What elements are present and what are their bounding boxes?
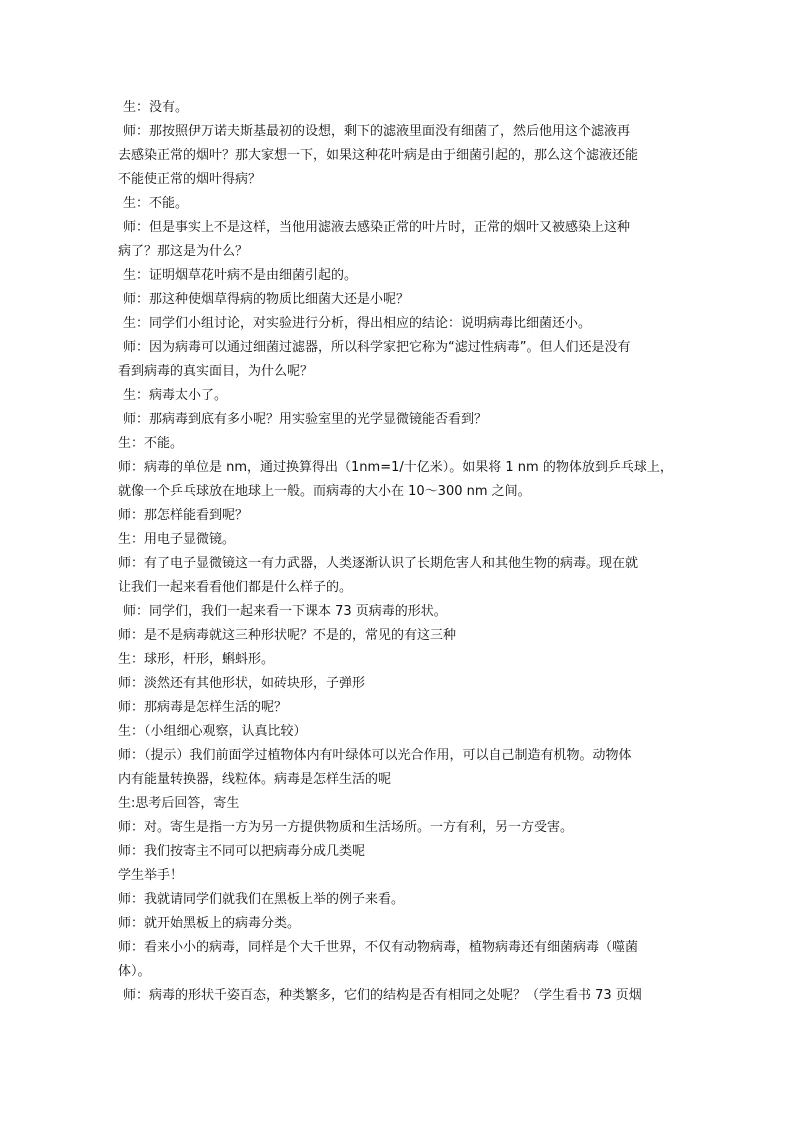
text-line: 师：对。寄生是指一方为另一方提供物质和生活场所。一方有利，另一方受害。 [118,820,574,835]
text-line: 去感染正常的烟叶？那大家想一下，如果这种花叶病是由于细菌引起的，那么这个滤液还能 [118,148,639,163]
text-line: 师：我就请同学们就我们在黑板上举的例子来看。 [118,892,405,907]
text-line: 生：球形，杆形，蝌蚪形。 [118,652,275,667]
text-line: 生:思考后回答，寄生 [118,796,240,811]
text-line: 生：（小组细心观察，认真比较） [118,724,307,739]
text-line: 生：证明烟草花叶病不是由细菌引起的。 [123,268,358,283]
text-line: 生：没有。 [123,100,189,115]
text-line: 病了？那这是为什么？ [118,244,249,259]
text-line: 体）。 [118,964,151,979]
text-line: 师：病毒的形状千姿百态，种类繁多，它们的结构是否有相同之处呢？（学生看书 73 页烟 [123,988,642,1003]
text-line: 师：淡然还有其他形状，如砖块形，子弹形 [118,676,366,691]
text-line: 师：那病毒是怎样生活的呢？ [118,700,288,715]
text-line: 师：但是事实上不是这样，当他用滤液去感染正常的叶片时，正常的烟叶又被感染上这种 [123,220,631,235]
text-line: 看到病毒的真实面目，为什么呢？ [118,364,314,379]
text-line: 师：那病毒到底有多小呢？用实验室里的光学显微镜能否看到？ [123,412,488,427]
text-line: 师：就开始黑板上的病毒分类。 [118,916,301,931]
text-line: 让我们一起来看看他们都是什么样子的。 [118,580,353,595]
text-line: 师：病毒的单位是 nm，通过换算得出（1nm=1/十亿米）。如果将 1 nm 的物体放到乒乓球上， [118,460,673,475]
text-line: 内有能量转换器，线粒体。病毒是怎样生活的呢 [118,772,392,787]
text-line: 生：同学们小组讨论，对实验进行分析，得出相应的结论：说明病毒比细菌还小。 [123,316,592,331]
text-line: 师：有了电子显微镜这一有力武器，人类逐渐认识了长期危害人和其他生物的病毒。现在就 [118,556,639,571]
text-line: 师：那这种使烟草得病的物质比细菌大还是小呢？ [123,292,410,307]
text-line: 不能使正常的烟叶得病？ [118,172,262,187]
text-line: 师：看来小小的病毒，同样是个大千世界，不仅有动物病毒，植物病毒还有细菌病毒（噬菌 [118,940,639,955]
text-line: 师：因为病毒可以通过细菌过滤器，所以科学家把它称为“滤过性病毒”。但人们还是没有 [123,340,631,355]
text-line: 师：我们按寄主不同可以把病毒分成几类呢 [118,844,366,859]
text-line: 师：是不是病毒就这三种形状呢？不是的，常见的有这三种 [118,628,457,643]
text-line: 生：用电子显微镜。 [118,532,236,547]
text-line: 学生举手！ [118,868,184,883]
text-line: 师：（提示）我们前面学过植物体内有叶绿体可以光合作用，可以自己制造有机物。动物体 [118,748,632,763]
text-line: 师：那怎样能看到呢？ [118,508,249,523]
text-line: 生：不能。 [123,196,189,211]
document-body [118,96,678,1008]
text-line: 生：病毒太小了。 [123,388,228,403]
text-line: 师：同学们，我们一起来看一下课本 73 页病毒的形状。 [123,604,447,619]
text-line: 师：那按照伊万诺夫斯基最初的设想，剩下的滤液里面没有细菌了，然后他用这个滤液再 [123,124,631,139]
text-line: 就像一个乒乓球放在地球上一般。而病毒的大小在 10～300 nm 之间。 [118,484,531,499]
text-line: 生：不能。 [118,436,184,451]
